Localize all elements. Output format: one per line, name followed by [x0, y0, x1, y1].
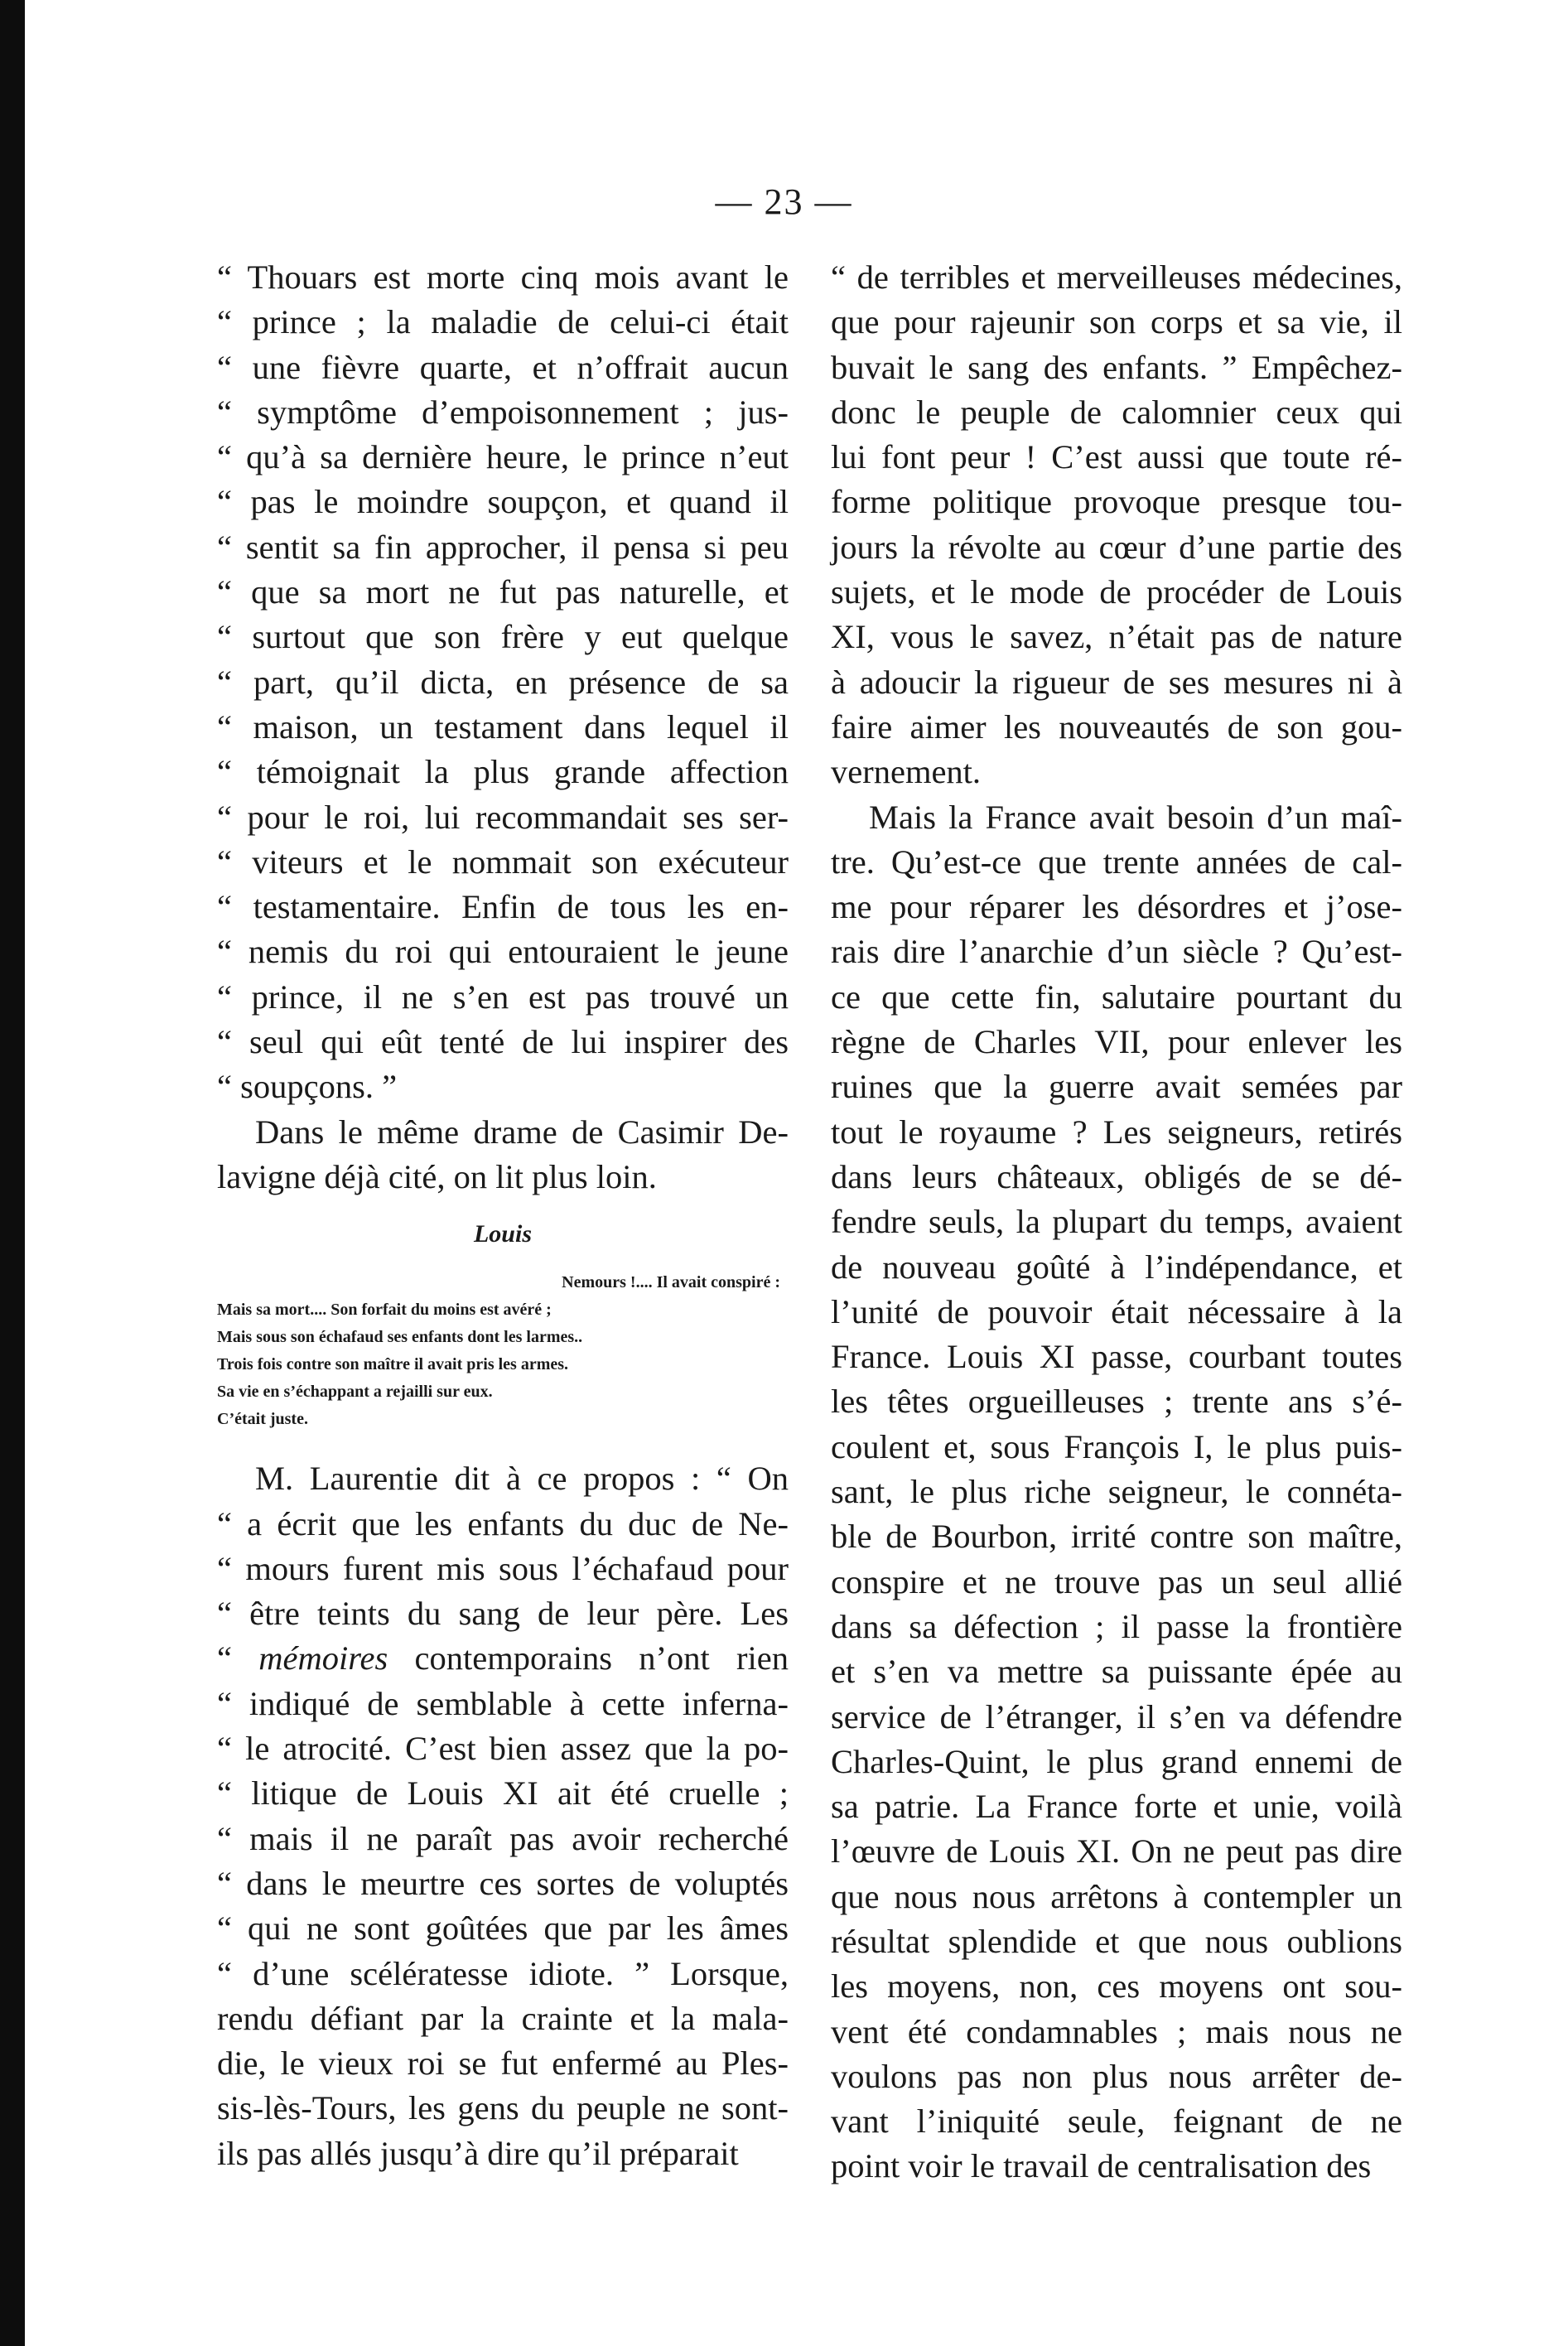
text-line: “ le atrocité. C’est bien assez que la po-: [217, 1730, 789, 1768]
laurentie-paragraph: [217, 1456, 789, 2176]
text-line: “ litique de Louis XI ait été cruelle ;: [217, 1774, 789, 1813]
text-line: que pour rajeunir son corps et sa vie, il: [831, 303, 1402, 341]
text-line: sant, le plus riche seigneur, le connéta-: [831, 1473, 1402, 1511]
text-line: buvait le sang des enfants. ” Empêchez-: [831, 348, 1402, 386]
text-line: “ nemis du roi qui entouraient le jeune: [217, 933, 789, 971]
text-line: “ a écrit que les enfants du duc de Ne-: [217, 1504, 789, 1542]
medicines-paragraph: [831, 255, 1402, 795]
text-line: “ symptôme d’empoisonnement ; jus-: [217, 393, 789, 431]
text-line: forme politique provoque presque tou-: [831, 483, 1402, 521]
text-line: lavigne déjà cité, on lit plus loin.: [217, 1157, 657, 1195]
text-line: sa patrie. La France forte et unie, voilà: [831, 1788, 1402, 1826]
text-line: “ de terribles et merveilleuses médecines,: [831, 258, 1402, 296]
text-line: “ une fièvre quarte, et n’offrait aucun: [217, 348, 789, 386]
text-line: “ maison, un testament dans lequel il: [217, 707, 789, 746]
verse-line: Mais sous son échafaud ses enfants dont les larmes..: [217, 1328, 583, 1347]
text-line: M. Laurentie dit à ce propos : “ On: [255, 1460, 789, 1498]
page-number: — 23 —: [715, 181, 853, 222]
text-line: “ prince ; la maladie de celui-ci était: [217, 303, 789, 341]
text-line: “ qu’à sa dernière heure, le prince n’eut: [217, 438, 789, 476]
text-line: “ d’une scélératesse idiote. ” Lorsque,: [217, 1954, 789, 1992]
text-line: rais dire l’anarchie d’un siècle ? Qu’est-: [831, 933, 1402, 971]
text-line: “ mours furent mis sous l’échafaud pour: [217, 1549, 789, 1587]
verse-line: Sa vie en s’échappant a rejailli sur eux.: [217, 1383, 493, 1402]
text-line: voulons pas non plus nous arrêter de-: [831, 2057, 1402, 2095]
text-line: ruines que la guerre avait semées par: [831, 1068, 1402, 1106]
text-line: règne de Charles VII, pour enlever les: [831, 1023, 1402, 1061]
text-line: tout le royaume ? Les seigneurs, retirés: [831, 1113, 1402, 1151]
text-line: “ part, qu’il dicta, en présence de sa: [217, 663, 789, 701]
text-line: “ pour le roi, lui recommandait ses ser-: [217, 798, 789, 836]
text-line: lui font peur ! C’est aussi que toute ré-: [831, 438, 1402, 476]
text-line: “ témoignait la plus grande affection: [217, 753, 789, 791]
text-line: ils pas allés jusqu’à dire qu’il préparait: [217, 2134, 739, 2172]
intro-paragraph: [217, 1110, 789, 1200]
text-line: “ mémoires contemporains n’ont rien: [217, 1639, 789, 1677]
text-line: “ sentit sa fin approcher, il pensa si peu: [217, 528, 789, 566]
text-line: l’unité de pouvoir était nécessaire à la: [831, 1292, 1402, 1330]
text-line: “ surtout que son frère y eut quelque: [217, 618, 789, 656]
france-paragraph: [831, 795, 1402, 2189]
text-line: conspire et ne trouve pas un seul allié: [831, 1562, 1402, 1600]
text-line: Mais la France avait besoin d’un maî-: [869, 798, 1402, 836]
text-line: de nouveau goûté à l’indépendance, et: [831, 1248, 1402, 1286]
text-line: “ indiqué de semblable à cette inferna-: [217, 1684, 789, 1722]
text-line: “ mais il ne paraît pas avoir recherché: [217, 1819, 789, 1857]
left-column: [217, 255, 789, 2176]
text-line: résultat splendide et que nous oublions: [831, 1922, 1402, 1960]
text-line: “ viteurs et le nommait son exécuteur: [217, 842, 789, 881]
text-line: l’œuvre de Louis XI. On ne peut pas dire: [831, 1832, 1402, 1871]
text-line: “ dans le meurtre ces sortes de voluptés: [217, 1864, 789, 1902]
text-line: vernement.: [831, 753, 982, 791]
text-line: Charles-Quint, le plus grand ennemi de: [831, 1742, 1402, 1780]
text-line: tre. Qu’est-ce que trente années de cal-: [831, 842, 1402, 881]
text-line: “ seul qui eût tenté de lui inspirer des: [217, 1023, 789, 1061]
text-line: service de l’étranger, il s’en va défendre: [831, 1697, 1402, 1735]
text-line: sis-lès-Tours, les gens du peuple ne sont-: [217, 2089, 789, 2127]
text-line: XI, vous le savez, n’était pas de nature: [831, 618, 1402, 656]
text-line: les moyens, non, ces moyens ont sou-: [831, 1967, 1402, 2006]
text-line: “ Thouars est morte cinq mois avant le: [217, 258, 789, 296]
text-line: jours la révolte au cœur d’une partie des: [831, 528, 1402, 566]
text-line: me pour réparer les désordres et j’ose-: [831, 888, 1402, 926]
text-line: Dans le même drame de Casimir De-: [255, 1113, 789, 1151]
text-line: à adoucir la rigueur de ses mesures ni à: [831, 663, 1402, 701]
verse-line: C’était juste.: [217, 1410, 308, 1429]
verse-line: Nemours !.... Il avait conspiré :: [562, 1273, 780, 1292]
speaker-name: Louis: [473, 1220, 533, 1248]
text-line: les têtes orgueilleuses ; trente ans s’é-: [831, 1383, 1402, 1421]
verse-line: Trois fois contre son maître il avait pris les armes.: [217, 1355, 569, 1374]
text-line: “ qui ne sont goûtées que par les âmes: [217, 1909, 789, 1948]
text-line: ce que cette fin, salutaire pourtant du: [831, 978, 1402, 1016]
text-line: fendre seuls, la plupart du temps, avaient: [831, 1203, 1402, 1241]
text-line: “ être teints du sang de leur père. Les: [217, 1595, 789, 1633]
text-line: donc le peuple de calomnier ceux qui: [831, 393, 1402, 431]
text-line: que nous nous arrêtons à contempler un: [831, 1877, 1402, 1915]
text-line: vent été condamnables ; mais nous ne: [831, 2012, 1402, 2050]
text-line: et s’en va mettre sa puissante épée au: [831, 1653, 1402, 1691]
text-line: faire aimer les nouveautés de son gou-: [831, 707, 1402, 746]
text-line: “ prince, il ne s’en est pas trouvé un: [217, 978, 789, 1016]
text-line: “ que sa mort ne fut pas naturelle, et: [217, 573, 789, 611]
text-line: “ soupçons. ”: [217, 1068, 398, 1106]
text-line: coulent et, sous François I, le plus puis-: [831, 1427, 1402, 1465]
text-line: rendu défiant par la crainte et la mala-: [217, 1999, 789, 2037]
text-line: die, le vieux roi se fut enfermé au Ples-: [217, 2044, 789, 2083]
text-line: dans leurs châteaux, obligés de se dé-: [831, 1157, 1402, 1195]
text-line: ble de Bourbon, irrité contre son maître,: [831, 1518, 1402, 1556]
text-line: vant l’iniquité seule, feignant de ne: [831, 2102, 1402, 2141]
text-line: France. Louis XI passe, courbant toutes: [831, 1338, 1402, 1376]
text-line: point voir le travail de centralisation des: [831, 2147, 1372, 2185]
text-line: dans sa défection ; il passe la frontière: [831, 1607, 1402, 1645]
quote-paragraph: [217, 255, 789, 1110]
text-line: sujets, et le mode de procéder de Louis: [831, 573, 1402, 611]
text-line: “ pas le moindre soupçon, et quand il: [217, 483, 789, 521]
verse-line: Mais sa mort.... Son forfait du moins est avéré ;: [217, 1301, 552, 1320]
book-spine-edge: [0, 0, 25, 2346]
verse-block: [217, 1259, 789, 1456]
right-column: [831, 255, 1402, 2189]
text-line: “ testamentaire. Enfin de tous les en-: [217, 888, 789, 926]
